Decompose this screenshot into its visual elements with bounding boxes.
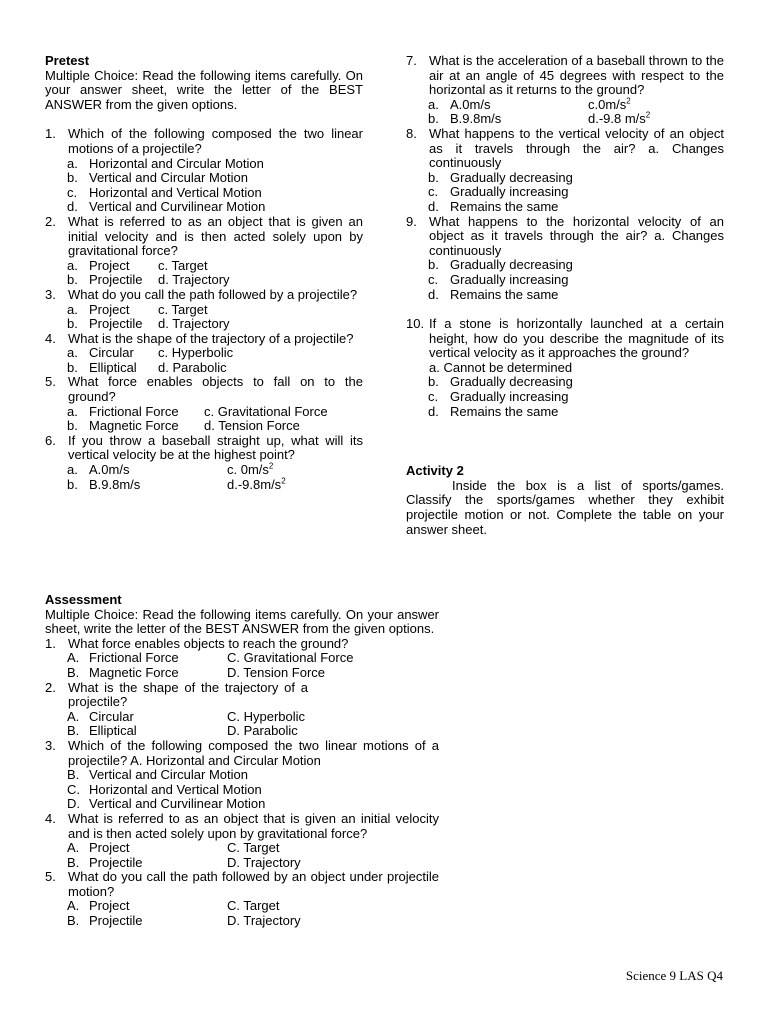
pretest-q1-option-c: c. Horizontal and Vertical Motion (67, 184, 262, 200)
assessment-q2-options-ac: A. Circular C. Hyperbolic (67, 708, 306, 724)
assessment-q3-option-d: D. Vertical and Curvilinear Motion (67, 796, 266, 812)
assessment-q4-options-ac: A. Project C. Target (67, 840, 280, 856)
assessment-q1-options-ac: A. Frictional Force C. Gravitational Force (67, 650, 354, 666)
pretest-q6-options-bd: b. B.9.8m/s $d.-9.8m/s^2$ (67, 476, 286, 492)
pretest-right-column (406, 54, 724, 537)
assessment-q5-options-ac: A. Project C. Target (67, 898, 280, 914)
assessment-question-3: 3. Which of the following composed the two linear motions of a projectile? A. Horizontal and Circular Motion (45, 737, 439, 768)
assessment-q5-options-bd: B. Projectile D. Trajectory (67, 913, 301, 929)
activity2-heading: Activity 2 (406, 463, 464, 479)
pretest-q9-option-b: b. Gradually decreasing (428, 257, 573, 273)
pretest-q7-options-ac: a. A.0m/s $c.0m/s^2$ (428, 96, 631, 112)
pretest-q3-options-ac: a. Project c. Target (67, 301, 208, 317)
pretest-instructions: Multiple Choice: Read the following items carefully. On your answer sheet, write the letter of the BEST ANSWER from the given options. (45, 67, 363, 112)
assessment-question-1: 1. What force enables objects to reach the ground? (45, 635, 349, 651)
assessment-q4-options-bd: B. Projectile D. Trajectory (67, 854, 301, 870)
pretest-q1-option-b: b. Vertical and Circular Motion (67, 170, 248, 186)
pretest-q4-options-bd: b. Elliptical d. Parabolic (67, 359, 227, 375)
pretest-q9-option-d: d. Remains the same (428, 286, 559, 302)
pretest-question-9: 9. What happens to the horizontal velocity of an object as it travels through the air? a. Changes continuously (406, 213, 724, 258)
activity2-text: Inside the box is a list of sports/games. Classify the sports/games whether they exhibit projectile motion or not. Complete the table on your answer sheet. (406, 477, 724, 537)
pretest-question-5: 5. What force enables objects to fall on to the ground? (45, 374, 363, 405)
pretest-left-column (45, 54, 363, 492)
pretest-question-10: 10. If a stone is horizontally launched at a certain height, how do you describe the magnitude of its vertical velocity as it approaches the ground? (406, 316, 724, 361)
assessment-question-4: 4. What is referred to as an object that is given an initial velocity and is then acted solely upon by gravitational force? (45, 810, 439, 841)
pretest-q3-options-bd: b. Projectile d. Trajectory (67, 316, 230, 332)
assessment-section (45, 593, 439, 929)
pretest-q5-options-ac: a. Frictional Force c. Gravitational Force (67, 403, 328, 419)
page-footer: Science 9 LAS Q4 (625, 968, 723, 983)
pretest-q5-options-bd: b. Magnetic Force d. Tension Force (67, 418, 300, 434)
assessment-q3-option-b: B. Vertical and Circular Motion (67, 767, 248, 783)
assessment-q2-options-bd: B. Elliptical D. Parabolic (67, 723, 298, 739)
pretest-q10-option-a: a. Cannot be determined (429, 359, 573, 375)
assessment-question-5: 5. What do you call the path followed by an object under projectile motion? (45, 869, 439, 899)
pretest-heading: Pretest (45, 53, 90, 68)
pretest-q10-option-c: c. Gradually increasing (428, 389, 569, 405)
assessment-instructions: Multiple Choice: Read the following items carefully. On your answer sheet, write the letter of the BEST ANSWER from the given options. (45, 606, 439, 637)
pretest-q9-option-c: c. Gradually increasing (428, 271, 569, 287)
assessment-q1-options-bd: B. Magnetic Force D. Tension Force (67, 664, 326, 680)
pretest-question-1: 1. Which of the following composed the two linear motions of a projectile? (45, 126, 363, 156)
pretest-q10-option-b: b. Gradually decreasing (428, 374, 573, 390)
pretest-q10-option-d: d. Remains the same (428, 403, 559, 419)
assessment-heading: Assessment (45, 592, 122, 607)
assessment-question-2: 2. What is the shape of the trajectory of a projectile? (45, 679, 308, 710)
pretest-q1-option-d: d. Vertical and Curvilinear Motion (67, 199, 266, 215)
pretest-q2-options-bd: b. Projectile d. Trajectory (67, 272, 230, 288)
pretest-q2-options-ac: a. Project c. Target (67, 257, 208, 273)
pretest-question-8: 8. What happens to the vertical velocity of an object as it travels through the air? a. Changes continuously (406, 125, 724, 171)
pretest-question-3: 3. What do you call the path followed by a projectile? (45, 286, 358, 302)
pretest-q8-option-c: c. Gradually increasing (428, 184, 569, 200)
pretest-question-6: 6. If you throw a baseball straight up, what will its vertical velocity be at the highest point? (45, 432, 363, 463)
pretest-q8-option-d: d. Remains the same (428, 198, 559, 214)
pretest-question-2: 2. What is referred to as an object that is given an initial velocity and is then acted solely upon by gravitational force? (45, 213, 363, 259)
assessment-q3-option-c: C. Horizontal and Vertical Motion (67, 781, 262, 797)
pretest-q6-options-ac: a. A.0m/s c. $0m/s^2$ (67, 461, 274, 478)
pretest-q8-option-b: b. Gradually decreasing (428, 169, 573, 185)
pretest-question-7: 7. What is the acceleration of a baseball thrown to the air at an angle of 45 degrees with respect to the horizontal as it returns to the ground? (406, 53, 724, 98)
pretest-q7-options-bd: b. B.9.8m/s d.-9.8 $m/s^2$ (428, 111, 651, 127)
pretest-q1-option-a: a. Horizontal and Circular Motion (67, 155, 264, 171)
pretest-question-4: 4. What is the shape of the trajectory of a projectile? (45, 330, 354, 346)
pretest-q4-options-ac: a. Circular c. Hyperbolic (67, 345, 234, 361)
